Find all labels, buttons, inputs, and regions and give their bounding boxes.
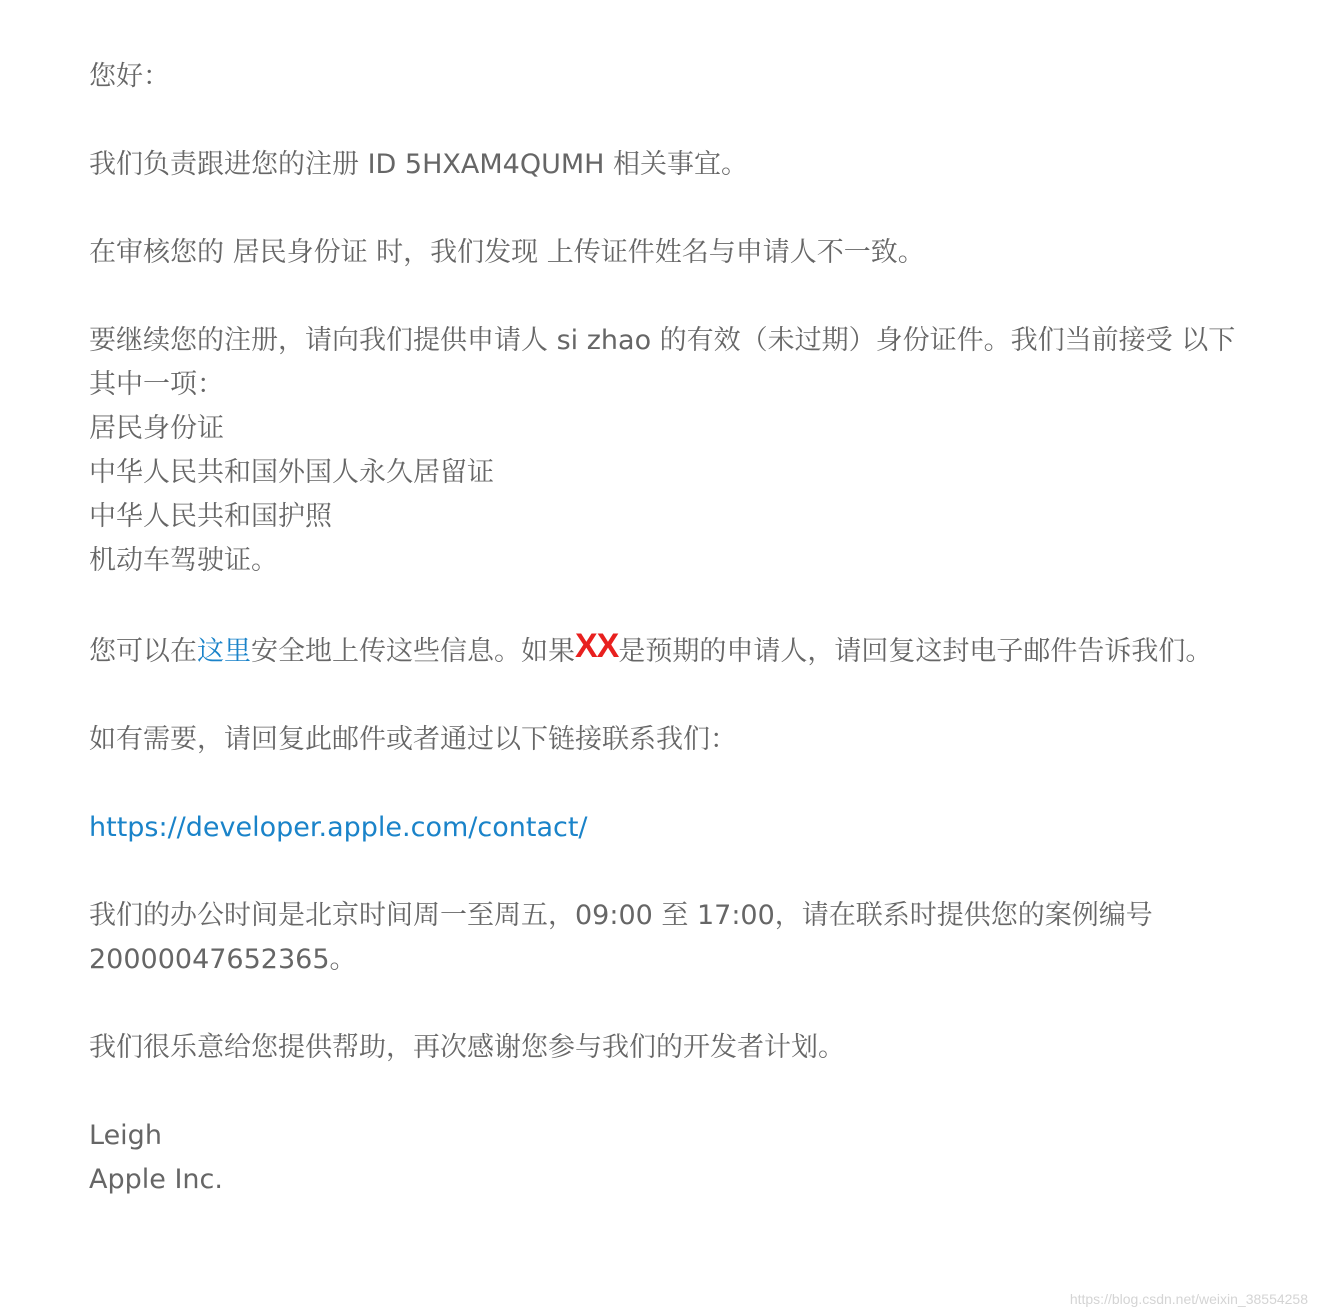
accepted-document-item: 中华人民共和国护照 <box>89 501 332 532</box>
paragraph-spacer <box>89 850 1289 894</box>
closing-remark: 我们很乐意给您提供帮助，再次感谢您参与我们的开发者计划。 <box>89 1032 845 1063</box>
review-notice: 在审核您的 居民身份证 时，我们发现 上传证件姓名与申请人不一致。 <box>89 237 925 268</box>
signature-name: Leigh <box>89 1120 162 1151</box>
accepted-document-item: 中华人民共和国外国人永久居留证 <box>89 457 494 488</box>
email-body <box>89 55 1289 1202</box>
redaction-mark: XX <box>575 627 619 665</box>
signature <box>89 1114 1289 1202</box>
paragraph-spacer <box>89 187 1289 231</box>
paragraph-spacer <box>89 762 1289 806</box>
signature-company: Apple Inc. <box>89 1164 223 1195</box>
paragraph-spacer <box>89 275 1289 319</box>
contact-url-paragraph <box>89 806 1289 850</box>
paragraph-spacer <box>89 674 1289 718</box>
contact-intro: 如有需要，请回复此邮件或者通过以下链接联系我们： <box>89 724 737 755</box>
office-hours-line-1: 我们的办公时间是北京时间周一至周五，09:00 至 17:00，请在联系时提供您的案例编号 <box>89 900 1153 931</box>
accepted-document-item: 机动车驾驶证。 <box>89 545 278 576</box>
accepted-document-item: 居民身份证 <box>89 413 224 444</box>
upload-here-link[interactable]: 这里 <box>197 636 251 667</box>
document-request <box>89 319 1289 583</box>
case-number: 20000047652365。 <box>89 944 357 975</box>
registration-intro: 我们负责跟进您的注册 ID 5HXAM4QUMH 相关事宜。 <box>89 149 749 180</box>
watermark: https://blog.csdn.net/weixin_38554258 <box>1069 1291 1308 1307</box>
paragraph-spacer <box>89 99 1289 143</box>
upload-middle: 安全地上传这些信息。如果 <box>251 636 575 667</box>
contact-url-link[interactable]: https://developer.apple.com/contact/ <box>89 812 588 843</box>
upload-prefix: 您可以在 <box>89 636 197 667</box>
paragraph-spacer <box>89 583 1289 627</box>
paragraph-spacer <box>89 1070 1289 1114</box>
greeting: 您好： <box>89 61 170 92</box>
paragraph-spacer <box>89 982 1289 1026</box>
document-request-line-1: 要继续您的注册，请向我们提供申请人 si zhao 的有效（未过期）身份证件。我们当前接受 以下 <box>89 325 1236 356</box>
upload-suffix: 是预期的申请人，请回复这封电子邮件告诉我们。 <box>618 636 1213 667</box>
upload-instructions <box>89 627 1289 674</box>
document-request-line-2: 其中一项： <box>89 369 224 400</box>
office-hours <box>89 894 1289 982</box>
